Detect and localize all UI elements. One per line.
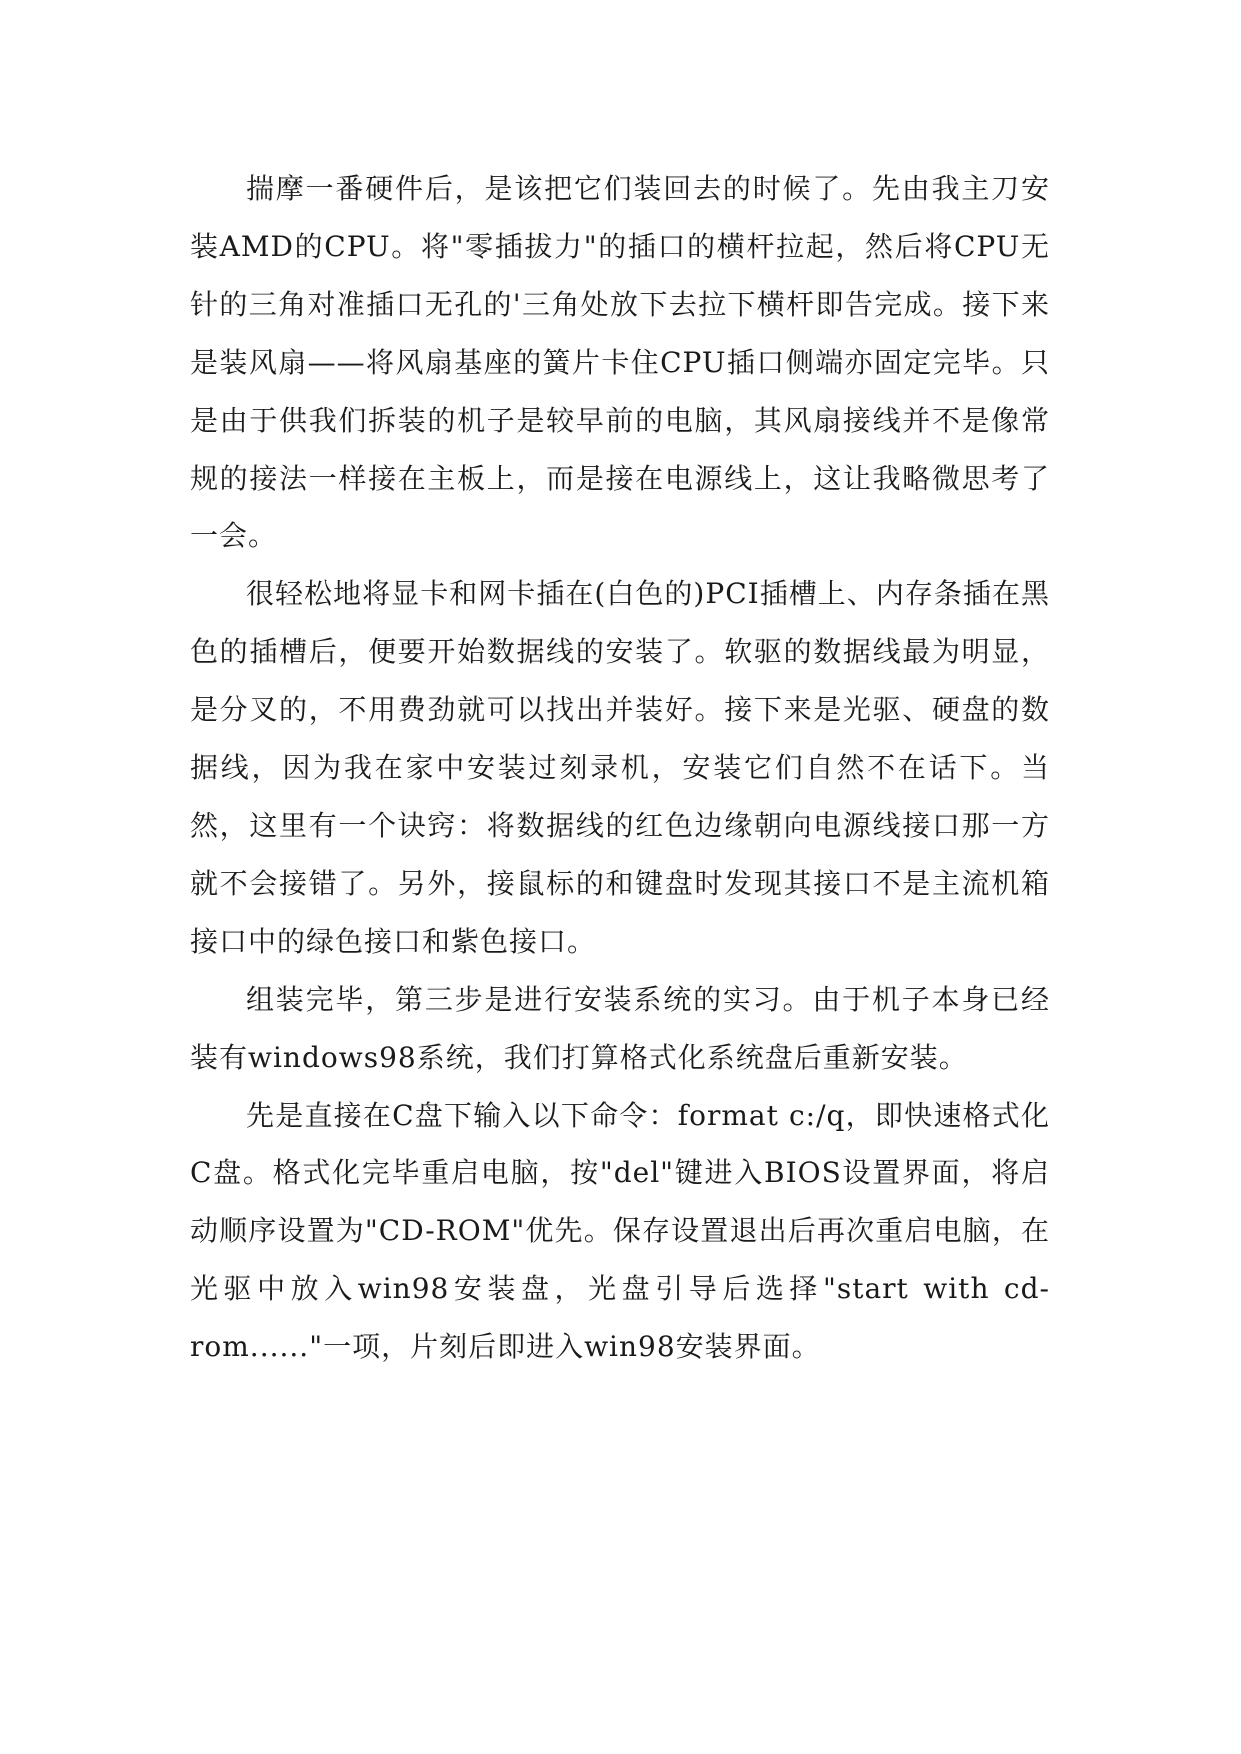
paragraph-system-install-intro: 组装完毕，第三步是进行安装系统的实习。由于机子本身已经装有windows98系统，我们打算格式化系统盘后重新安装。 [190, 982, 1050, 1074]
paragraph-cpu-installation: 揣摩一番硬件后，是该把它们装回去的时候了。先由我主刀安装AMD的CPU。将"零插拔力"的插口的横杆拉起，然后将CPU无针的三角对准插口无孔的'三角处放下去拉下横杆即告完成。接下来是装风扇——将风扇基座的簧片卡住CPU插口侧端亦固定完毕。只是由于供我们拆装的机子是较早前的电脑，其风扇接线并不是像常规的接法一样接在主板上，而是接在电源线上，这让我略微思考了一会。 [190, 172, 1050, 553]
document-body [190, 160, 1050, 1376]
paragraph-format-and-install: 先是直接在C盘下输入以下命令：format c:/q，即快速格式化C盘。格式化完毕重启电脑，按"del"键进入BIOS设置界面，将启动顺序设置为"CD-ROM"优先。保存设置退出后再次重启电脑，在光驱中放入win98安装盘，光盘引导后选择"start with cd-rom......"一项，片刻后即进入win98安装界面。 [190, 1098, 1050, 1364]
paragraph-cards-and-cables: 很轻松地将显卡和网卡插在(白色的)PCI插槽上、内存条插在黑色的插槽后，便要开始数据线的安装了。软驱的数据线最为明显，是分叉的，不用费劲就可以找出并装好。接下来是光驱、硬盘的数据线，因为我在家中安装过刻录机，安装它们自然不在话下。当然，这里有一个诀窍：将数据线的红色边缘朝向电源线接口那一方就不会接错了。另外，接鼠标的和键盘时发现其接口不是主流机箱接口中的绿色接口和紫色接口。 [190, 577, 1050, 958]
